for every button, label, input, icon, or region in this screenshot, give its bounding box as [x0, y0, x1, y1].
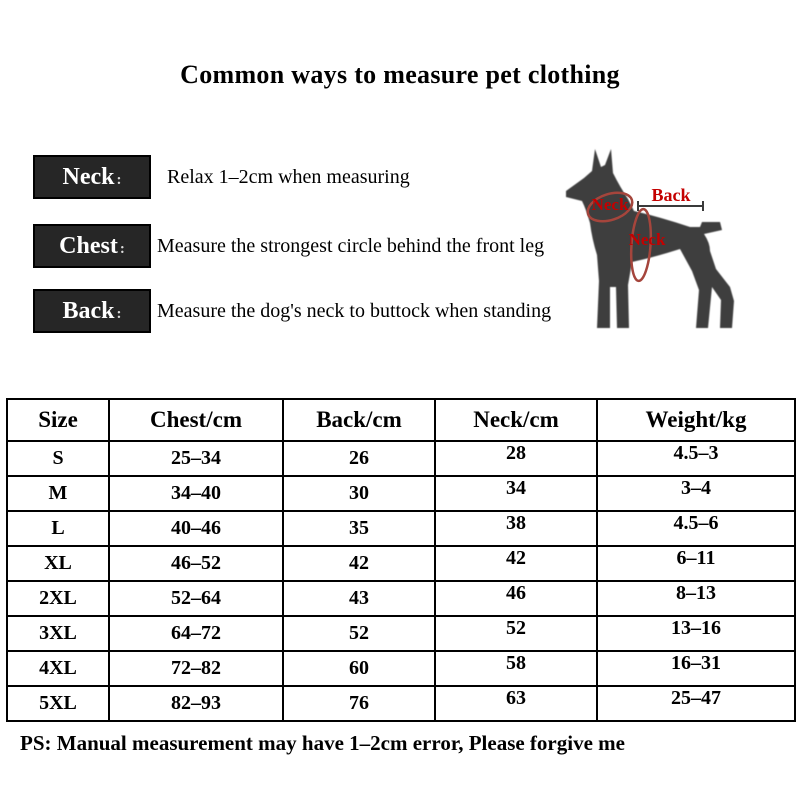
table-row: [7, 441, 795, 476]
back-label-colon: :: [116, 305, 122, 322]
col-header-back: Back/cm: [283, 399, 435, 441]
neck-label-colon: :: [116, 171, 122, 188]
chest-cell: 52–64: [109, 581, 283, 616]
chest-cell: 34–40: [109, 476, 283, 511]
neck-cell: 58: [435, 651, 597, 686]
col-header-neck: Neck/cm: [435, 399, 597, 441]
chest-cell: 40–46: [109, 511, 283, 546]
chest-cell: 82–93: [109, 686, 283, 721]
back-label-box: [33, 289, 151, 333]
size-cell: XL: [7, 546, 109, 581]
neck-instruction-text: Relax 1–2cm when measuring: [167, 165, 410, 188]
back-instruction-text: Measure the dog's neck to buttock when standing: [157, 299, 552, 322]
chest-cell: 72–82: [109, 651, 283, 686]
table-row: [7, 476, 795, 511]
size-cell: S: [7, 441, 109, 476]
chest-loop-annotation: Neck: [628, 230, 666, 249]
size-cell: 2XL: [7, 581, 109, 616]
table-header-row: [7, 399, 795, 441]
neck-label: Neck: [62, 163, 115, 190]
weight-cell: 4.5–6: [597, 511, 795, 546]
weight-cell: 13–16: [597, 616, 795, 651]
weight-cell: 16–31: [597, 651, 795, 686]
instruction-row-neck: [33, 155, 410, 199]
neck-cell: 42: [435, 546, 597, 581]
neck-cell: 38: [435, 511, 597, 546]
col-header-weight: Weight/kg: [597, 399, 795, 441]
weight-cell: 3–4: [597, 476, 795, 511]
col-header-chest: Chest/cm: [109, 399, 283, 441]
chest-cell: 64–72: [109, 616, 283, 651]
table-row: [7, 581, 795, 616]
chest-instruction-text: Measure the strongest circle behind the front leg: [157, 234, 545, 257]
dog-measurement-diagram: [550, 135, 800, 345]
back-cell: 52: [283, 616, 435, 651]
back-cell: 76: [283, 686, 435, 721]
size-cell: 3XL: [7, 616, 109, 651]
page-title: Common ways to measure pet clothing: [180, 60, 620, 89]
neck-cell: 63: [435, 686, 597, 721]
neck-loop-annotation: Neck: [591, 195, 629, 214]
instruction-row-back: [33, 289, 551, 333]
chest-label-colon: :: [119, 240, 125, 257]
table-row: [7, 686, 795, 721]
dog-silhouette-image: [550, 135, 800, 345]
chest-cell: 25–34: [109, 441, 283, 476]
weight-cell: 25–47: [597, 686, 795, 721]
back-cell: 26: [283, 441, 435, 476]
table-row: [7, 511, 795, 546]
table-row: [7, 546, 795, 581]
weight-cell: 8–13: [597, 581, 795, 616]
instruction-row-chest: [33, 224, 544, 268]
ps-footnote: PS: Manual measurement may have 1–2cm error, Please forgive me: [20, 731, 625, 755]
table-row: [7, 616, 795, 651]
weight-cell: 4.5–3: [597, 441, 795, 476]
back-cell: 43: [283, 581, 435, 616]
neck-cell: 52: [435, 616, 597, 651]
chest-cell: 46–52: [109, 546, 283, 581]
chest-label: Chest: [59, 232, 118, 259]
size-cell: L: [7, 511, 109, 546]
back-cell: 42: [283, 546, 435, 581]
back-label: Back: [62, 297, 115, 324]
neck-cell: 46: [435, 581, 597, 616]
table-row: [7, 651, 795, 686]
back-line-annotation: Back: [651, 185, 691, 205]
neck-label-box: [33, 155, 151, 199]
size-cell: M: [7, 476, 109, 511]
neck-cell: 34: [435, 476, 597, 511]
size-cell: 5XL: [7, 686, 109, 721]
chest-label-box: [33, 224, 151, 268]
col-header-size: Size: [7, 399, 109, 441]
neck-cell: 28: [435, 441, 597, 476]
size-chart-table: [6, 398, 796, 722]
weight-cell: 6–11: [597, 546, 795, 581]
back-cell: 30: [283, 476, 435, 511]
back-cell: 60: [283, 651, 435, 686]
size-cell: 4XL: [7, 651, 109, 686]
back-cell: 35: [283, 511, 435, 546]
